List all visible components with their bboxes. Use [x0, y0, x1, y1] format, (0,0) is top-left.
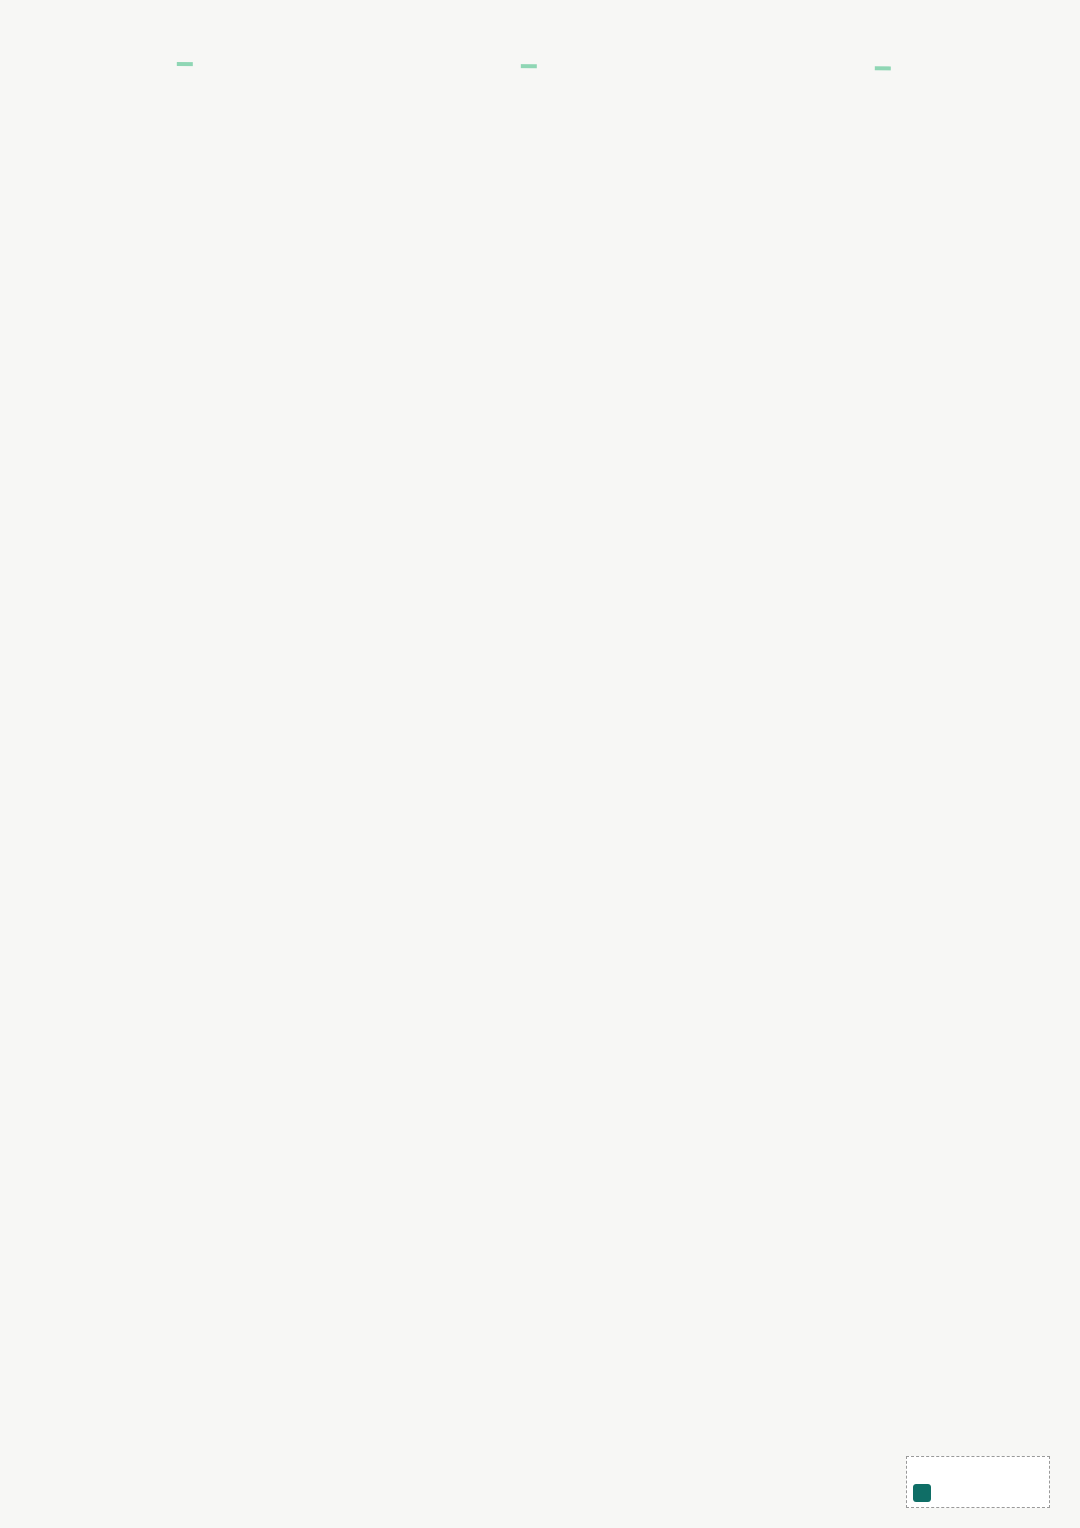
header-iupac-label — [521, 64, 537, 68]
camscanner-logo-icon — [913, 1484, 931, 1502]
header-formula-label — [177, 62, 193, 66]
acids-table — [5, 34, 1064, 1500]
header-iupac — [359, 36, 699, 96]
camscanner-watermark — [906, 1456, 1050, 1508]
header-formula — [14, 34, 356, 94]
header-usual — [702, 38, 1064, 98]
header-usual-label — [875, 66, 891, 70]
